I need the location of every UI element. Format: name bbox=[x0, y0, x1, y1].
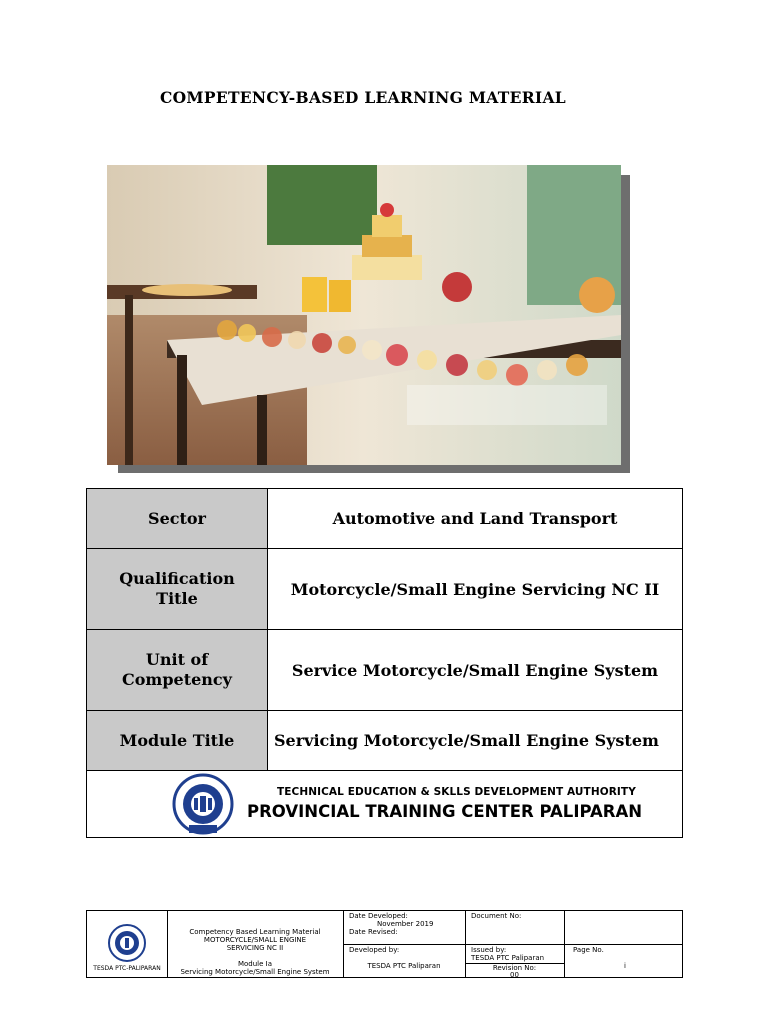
qualification-value: Motorcycle/Small Engine Servicing NC II bbox=[268, 549, 683, 630]
training-center-name: PROVINCIAL TRAINING CENTER PALIPARAN bbox=[247, 802, 643, 821]
tesda-ptc-logo-icon bbox=[163, 773, 243, 835]
page-no-value: i bbox=[624, 962, 626, 970]
unit-label-line2: Competency bbox=[122, 670, 232, 689]
unit-label-line1: Unit of bbox=[145, 650, 209, 669]
document-title: COMPETENCY-BASED LEARNING MATERIAL bbox=[159, 88, 566, 107]
developed-by-value: TESDA PTC Paliparan bbox=[367, 962, 441, 970]
page-no-label: Page No. bbox=[573, 946, 604, 954]
document-no-label: Document No: bbox=[471, 912, 522, 920]
module-value: Servicing Motorcycle/Small Engine System bbox=[268, 711, 683, 771]
cblm-line1: Competency Based Learning Material bbox=[189, 928, 321, 936]
date-developed-label: Date Developed: bbox=[349, 912, 408, 920]
date-developed-value: November 2019 bbox=[377, 920, 434, 928]
document-footer bbox=[86, 910, 683, 978]
qualification-row bbox=[87, 549, 683, 630]
banner-row bbox=[87, 771, 683, 838]
cblm-line2: MOTORCYCLE/SMALL ENGINE bbox=[203, 936, 307, 944]
agency-name: TECHNICAL EDUCATION & SKLLS DEVELOPMENT AUTHORITY bbox=[277, 786, 636, 798]
module-info-table bbox=[86, 488, 683, 838]
module-line2: Servicing Motorcycle/Small Engine System bbox=[180, 968, 330, 976]
unit-row bbox=[87, 630, 683, 711]
buffet-dessert-table-photo bbox=[107, 165, 621, 465]
qualification-label-line2: Title bbox=[156, 589, 198, 608]
issued-by-label: Issued by: bbox=[471, 946, 507, 954]
module-label: Module Title bbox=[87, 711, 268, 771]
sector-value: Automotive and Land Transport bbox=[268, 489, 683, 549]
qualification-label-line1: Qualification bbox=[119, 569, 235, 588]
sector-label: Sector bbox=[87, 489, 268, 549]
footer-logo-icon bbox=[101, 923, 153, 963]
footer-logo-caption: TESDA PTC-PALIPARAN bbox=[93, 965, 161, 972]
cblm-line3: SERVICING NC II bbox=[226, 944, 284, 952]
unit-label bbox=[87, 630, 268, 711]
developed-by-label: Developed by: bbox=[349, 946, 400, 954]
revision-no-label: Revision No: bbox=[492, 964, 537, 972]
qualification-label bbox=[87, 549, 268, 630]
revision-no-value: 00 bbox=[510, 971, 519, 979]
date-revised-label: Date Revised: bbox=[349, 928, 398, 936]
banner-cell bbox=[87, 771, 683, 838]
issued-by-value: TESDA PTC Paliparan bbox=[471, 954, 545, 962]
unit-value: Service Motorcycle/Small Engine System bbox=[268, 630, 683, 711]
sector-row bbox=[87, 489, 683, 549]
module-line1: Module Ia bbox=[237, 960, 273, 968]
cover-photo bbox=[107, 165, 621, 465]
module-row bbox=[87, 711, 683, 771]
